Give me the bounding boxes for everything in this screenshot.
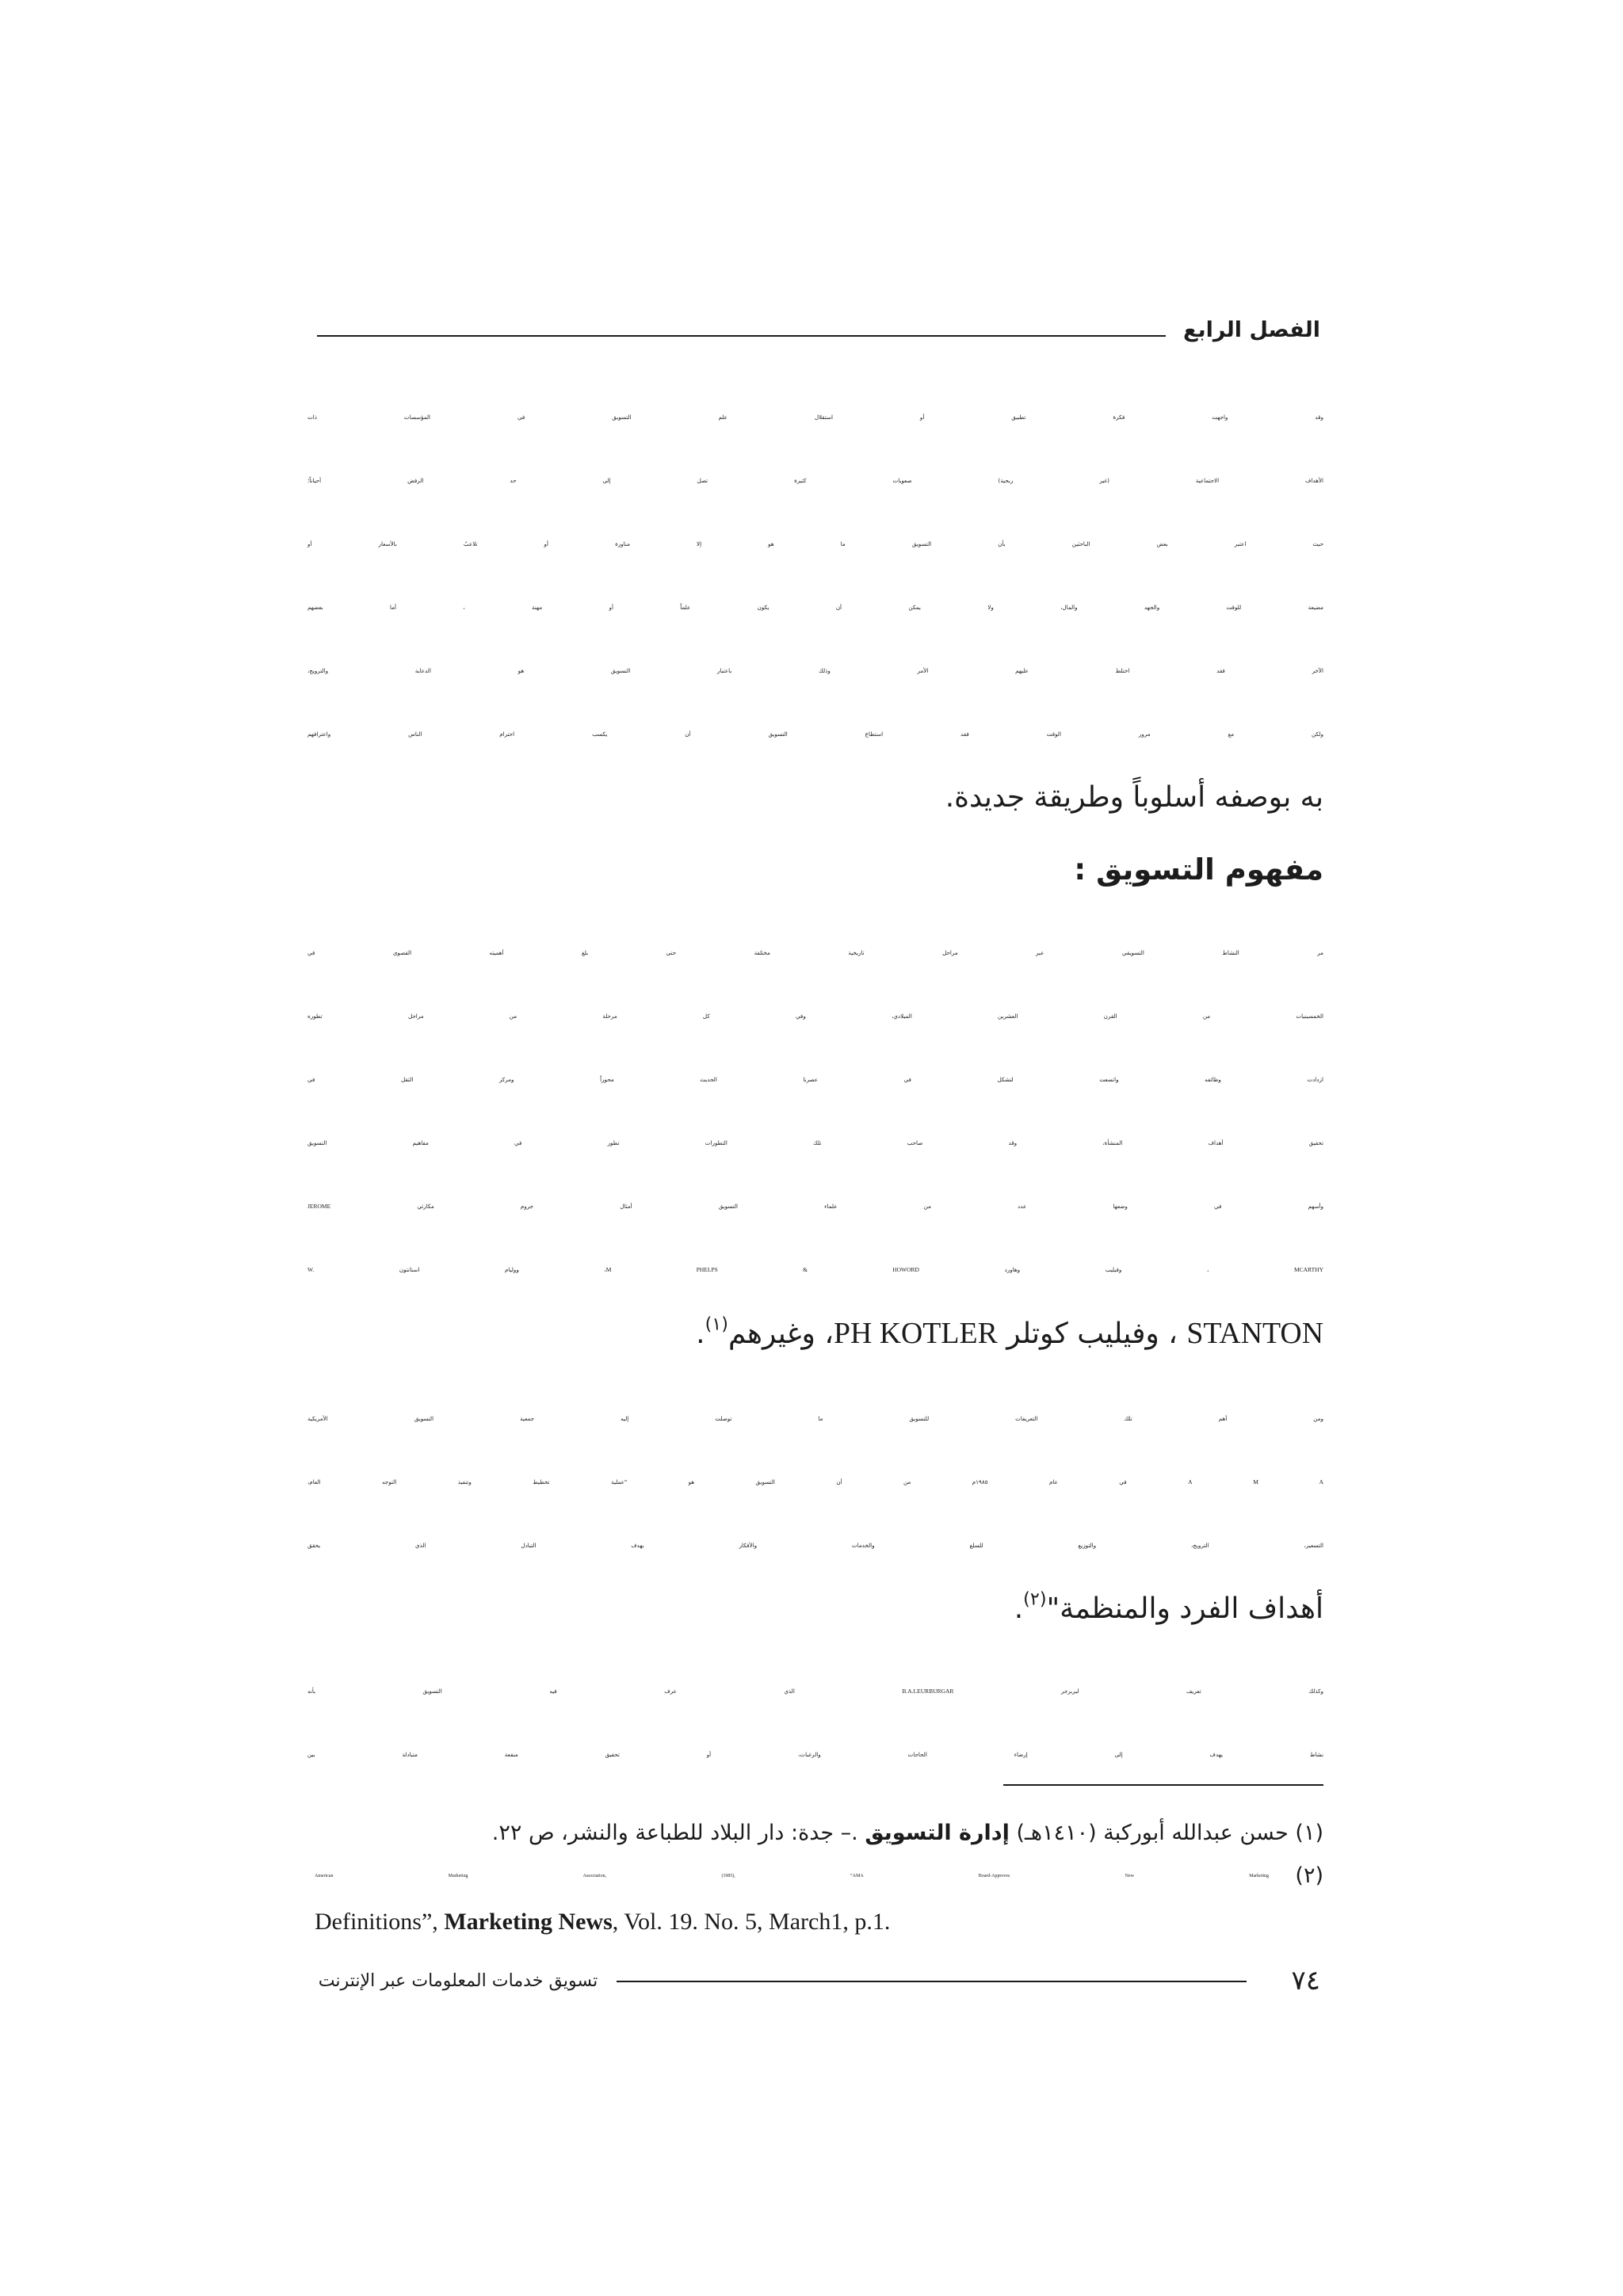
text-line bbox=[307, 766, 1323, 830]
line-text: وأسهم في وضعها عدد من علماء التسويق أمثال جروم مكارثي JEROME bbox=[307, 1203, 1323, 1210]
line-text: أهداف الفرد والمنظمة"$^{(٢)}$. bbox=[1014, 1589, 1323, 1625]
line-text: حيث اعتبر بعض الباحثين بأن التسويق ما هو إلا مناورة أو تلاعبٌ بالأسعار أو bbox=[307, 540, 1323, 547]
text-line bbox=[307, 1660, 1323, 1723]
line-text: الآخر فقد اختلط عليهم الأمر وذلك باعتبار التسويق هو الدعاية والترويج، bbox=[307, 667, 1323, 674]
latin-term: B.A.LEURBURGAR bbox=[902, 1688, 954, 1695]
latin-term: PH KOTLER bbox=[833, 1317, 998, 1350]
text-line bbox=[307, 386, 1323, 449]
line-text: التسعير، الترويج، والتوزيع للسلع والخدمات والأفكار بهدف التبادل الذي يحقق bbox=[307, 1542, 1323, 1549]
line-text: وكذلك تعريف لبربرجر B.A.LEURBURGAR الذي عرف فيه التسويق بأنه bbox=[307, 1688, 1324, 1695]
latin-term: M PHELPS & HOWORD bbox=[605, 1266, 919, 1273]
line-text: MCARTHY ، وفيليب وهاورد M PHELPS & HOWORD، ووليام استانتون W. bbox=[307, 1266, 1324, 1273]
line-text: STANTON ، وفيليب كوتلر PH KOTLER، وغيرهم$^{(١)}$. bbox=[696, 1314, 1323, 1350]
book-title bbox=[315, 1958, 601, 2003]
text-line bbox=[307, 639, 1323, 703]
footnote-1-suffix: .– جدة: دار البلاد للطباعة والنشر، ص ٢٢. bbox=[491, 1821, 865, 1845]
page-number: ٧٤ bbox=[1291, 1965, 1320, 1997]
footer-rule bbox=[617, 1981, 1247, 1982]
text-line bbox=[307, 1451, 1323, 1514]
line-text: نشاط يهدف إلى إرضاء الحاجات والرغبات، أو تحقيق منفعة متبادلة بين bbox=[307, 1751, 1323, 1758]
footnote-2-suffix: , Vol. 19. No. 5, March1, p.1. bbox=[612, 1909, 891, 1935]
text-line bbox=[307, 513, 1323, 576]
footnote-2-prefix: Definitions”, bbox=[315, 1909, 445, 1935]
footnote-2-journal-title: Marketing News bbox=[444, 1909, 613, 1935]
footnote-separator bbox=[1003, 1784, 1323, 1786]
ama-definition-paragraph bbox=[307, 1387, 1323, 1641]
line-text: تحقيق أهداف المنشأة، وقد صاحب تلك التطورات تطور في مفاهيم التسويق bbox=[307, 1139, 1323, 1146]
text-line bbox=[307, 1514, 1323, 1577]
text-line bbox=[307, 576, 1323, 639]
text-line bbox=[307, 1723, 1323, 1787]
leurburgar-definition-paragraph bbox=[307, 1660, 1323, 1787]
line-text: A M A في عام ١٩٨٥م من أن التسويق هو "عملية تخطيط وتنفيذ التوجه العام، bbox=[307, 1478, 1323, 1486]
footnote-1-prefix: (١) حسن عبدالله أبوركبة (١٤١٠هـ) bbox=[1009, 1821, 1323, 1845]
footnote-reference: (١) bbox=[705, 1314, 728, 1335]
latin-term: A M A bbox=[1188, 1478, 1323, 1486]
line-text: ازدادت وظائفه واتسعت لتشكل في عصرنا الحديث محوراً ومركز الثقل في bbox=[307, 1076, 1323, 1083]
footnote-2-line-2 bbox=[315, 1900, 1269, 1944]
line-text: مر النشاط التسويقي عبر مراحل تاريخية مختلفة حتى بلغ أهميته القصوى في bbox=[307, 949, 1323, 956]
latin-term: JEROME bbox=[307, 1203, 331, 1210]
line-text: وقد واجهت فكرة تطبيق أو استقلال علم التسويق في المؤسسات ذات bbox=[307, 414, 1323, 421]
line-text: ومن أهم تلك التعريفات للتسويق ما توصلت إليه جمعية التسويق الأمريكية bbox=[307, 1415, 1323, 1422]
text-line bbox=[307, 985, 1323, 1048]
text-line bbox=[307, 703, 1323, 766]
section-heading: مفهوم التسويق : bbox=[1074, 852, 1323, 887]
line-text: ولكن مع مرور الوقت فقد استطاع التسويق أن يكسب احترام الناس واعترافهم bbox=[307, 730, 1323, 738]
text-line bbox=[307, 1112, 1323, 1175]
footnote-2-line-2-text bbox=[315, 1909, 890, 1935]
line-text: الأهداف الاجتماعية (غير ربحية) صعوبات كثيرة تصل إلى حد الرفض أحياناً؛ bbox=[307, 477, 1323, 484]
latin-term: STANTON bbox=[1186, 1317, 1323, 1350]
latin-term: W. bbox=[307, 1266, 315, 1273]
chapter-title: الفصل الرابع bbox=[1183, 318, 1320, 342]
text-line bbox=[307, 1387, 1323, 1451]
text-line bbox=[307, 1302, 1323, 1365]
line-text: به بوصفه أسلوباً وطريقة جديدة. bbox=[945, 781, 1323, 814]
text-line bbox=[307, 1175, 1323, 1238]
footnote-2-line-1-text: American Marketing Association, (1985), “AMA Board-Approves New Marketing bbox=[315, 1874, 1269, 1878]
book-title-text: تسويق خدمات المعلومات عبر الإنترنت bbox=[318, 1970, 598, 1991]
intro-paragraph bbox=[307, 386, 1323, 830]
history-paragraph bbox=[307, 921, 1323, 1365]
latin-term: MCARTHY bbox=[1293, 1266, 1324, 1273]
footnote-1-text bbox=[492, 1821, 1323, 1845]
footnote-1 bbox=[323, 1811, 1323, 1855]
header-rule bbox=[317, 335, 1166, 337]
footnote-1-book-title: إدارة التسويق bbox=[865, 1821, 1010, 1845]
text-line bbox=[307, 1577, 1323, 1641]
text-line bbox=[307, 921, 1323, 985]
footnote-reference: (٢) bbox=[1023, 1589, 1047, 1610]
footnote-2-line-1 bbox=[315, 1854, 1269, 1898]
line-text: الخمسينيات من القرن العشرين الميلادي، وفي كل مرحلة من مراحل تطوره bbox=[307, 1013, 1323, 1020]
text-line bbox=[307, 1238, 1323, 1302]
footnote-2-marker: (٢) bbox=[1295, 1863, 1323, 1888]
text-line bbox=[307, 449, 1323, 513]
line-text: مضيعة للوقت والجهد والمال، ولا يمكن أن يكون علماً أو مهنة ، أما بعضهم bbox=[307, 604, 1323, 611]
text-line bbox=[307, 1048, 1323, 1112]
